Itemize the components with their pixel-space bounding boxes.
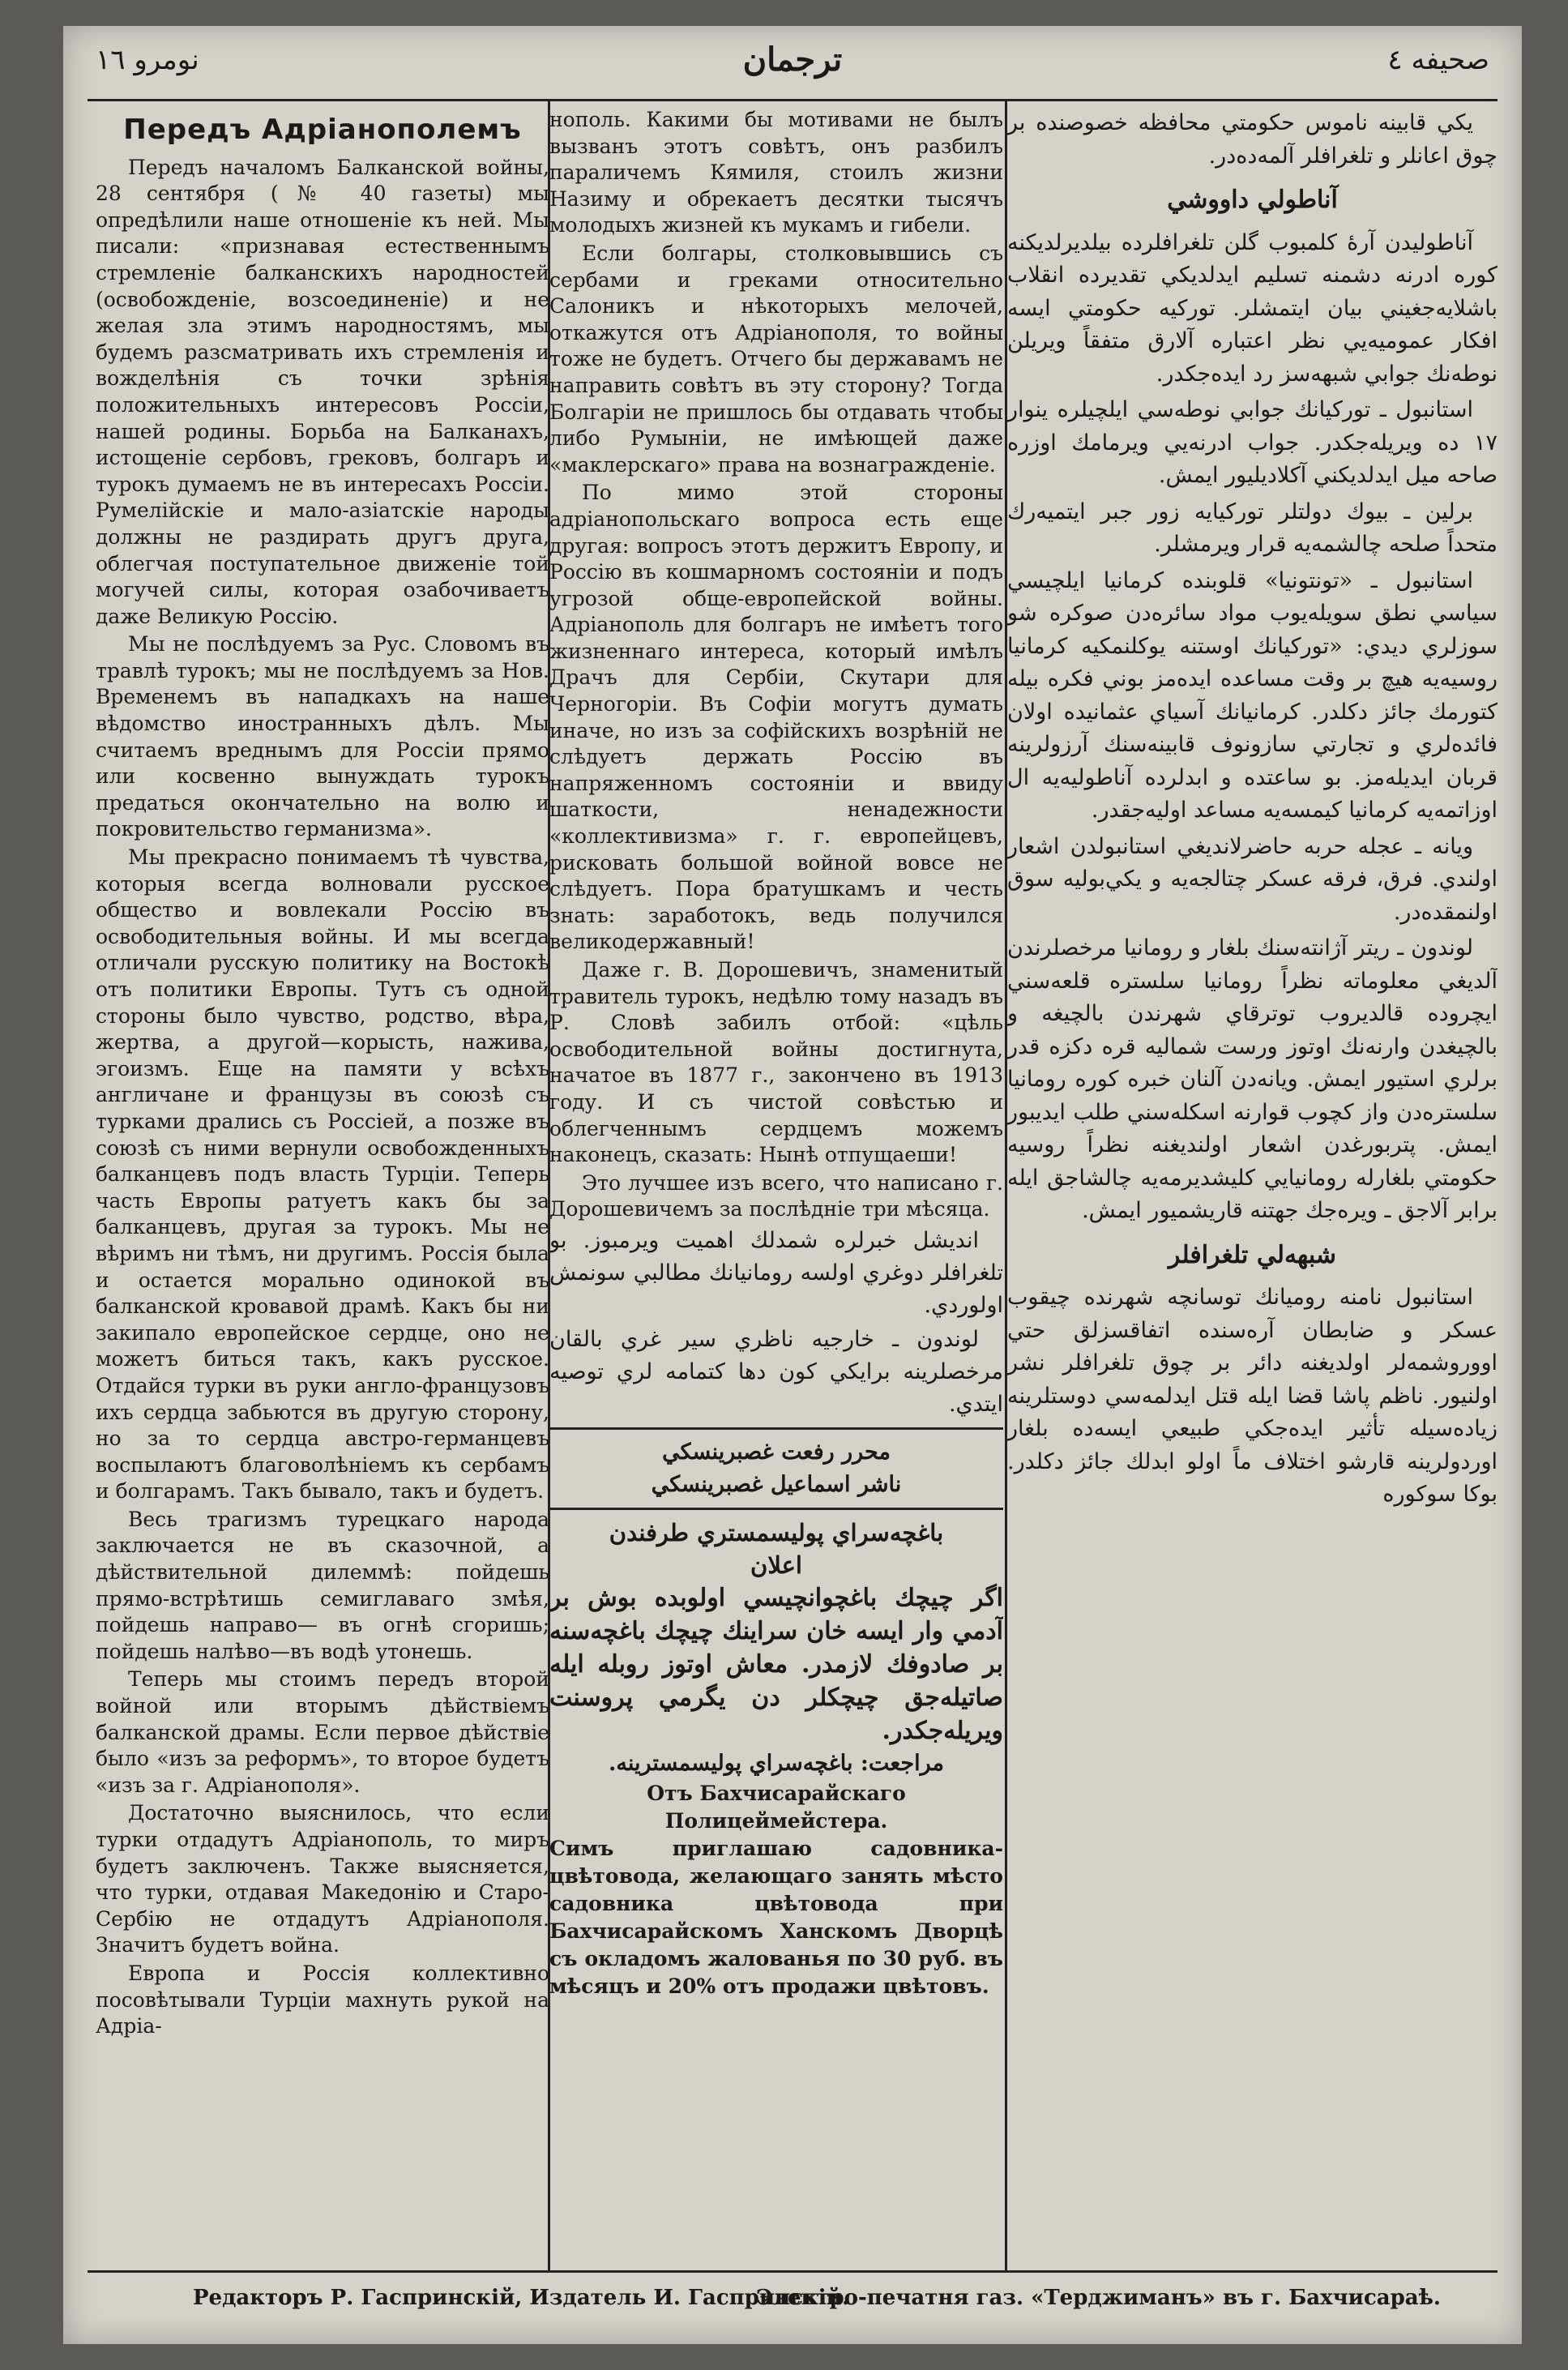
- issue-number: نومرو ١٦: [96, 44, 199, 76]
- divider-rule: [549, 1508, 1003, 1510]
- article-paragraph: Мы прекрасно понимаемъ тѣ чувства, которыя всегда волновали русское общество и вовлекали Россію въ освободительныя войны. И мы всегда отличали русскую политику на Востокѣ отъ политики Европы. Тутъ съ одной стороны было чувство, родство, вѣра, жертва, а другой—корысть, нажива, эгоизмъ. Еще на памяти у всѣхъ англичане и французы въ союзѣ съ турками дрались съ Россіей, а позже въ союзѣ съ ними вернули освобожденныхъ балканцевъ подъ власть Турціи. Теперь часть Европы ратуетъ какъ бы за балканцевъ, другая за турокъ. Мы не вѣримъ ни тѣмъ, ни другимъ. Россія была и остается морально одинокой въ балканской кровавой драмѣ. Какъ бы ни закипало европейское сердце, оно не можетъ биться такъ, какъ русское. Отдайся турки въ руки англо-французовъ ихъ сердца забьются въ другую сторону, но за то сердца австро-германцевъ воспылаютъ благоволѣніемъ къ сербамъ и болгарамъ. Такъ бывало, такъ и будетъ.: [96, 845, 549, 1504]
- publisher-line: ناشر اسماعيل غصبرينسكي: [651, 1471, 902, 1497]
- news-paragraph: لوندون ـ ريتر آژانته‌سنك بلغار و رومانيا مرخصلرندن آلديغي معلوماته نظراً رومانيا سلستره قلعه‌سني ايچروده قالديروب توترقاي شهرندن بالچيغه و بالچيغدن وارنه‌نك اوتوز ورست شماليه قره دكزه قدر برلري استيور ايمش. ويانه‌دن آلنان خبره كوره رومانيا سلستره‌دن واز كچوب قوارنه اسكله‌سني طلب ايديبور ايمش. پتربورغدن اشعار اولنديغنه نظراً روسيه حكومتي بلغارله رومانيايي كليشديرمه‌يه چالشاجق ايله برابر آلاجق ـ ويره‌جك جهتنه قاريشميور ايمش.: [1007, 935, 1498, 1223]
- section-title-anatolia: آناطولي داووشي: [1167, 186, 1338, 214]
- article-paragraph: Даже г. В. Дорошевичъ, знаменитый травитель турокъ, недѣлю тому назадъ въ Р. Словѣ забилъ отбой: «цѣль освободительной войны достигнута, начатое въ 1877 г., закончено въ 1913 году. И съ чистой совѣстью и облегченнымъ сердцемъ можемъ наконецъ, сказать: Нынѣ отпущаеши!: [549, 958, 1003, 1167]
- arabic-paragraph: لوندون ـ خارجيه ناظري سير غري بالقان مرخصلرينه برايكي كون دها كتمامه لري توصيه ايتدي.: [549, 1326, 1003, 1417]
- article-paragraph: Передъ началомъ Балканской войны, 28 сентября (№ 40 газеты) мы опредѣлили наше отношеніе къ ней. Мы писали: «признавая естественнымъ стремленіе балканскихъ народностей (освобожденіе, возсоединеніе) и не желая зла этимъ народностямъ, мы будемъ разсматривать ихъ стремленія и вожделѣнія съ точки зрѣнія положительныхъ интересовъ Россіи, нашей родины. Борьба на Балканахъ, истощеніе сербовъ, грековъ, болгаръ и турокъ думаемъ не въ интересахъ Россіи. Румелійскіе и мало-азіатскіе народы должны не раздирать другъ друга, облегчая поступательное движеніе той могучей силы, которая озабочиваетъ даже Великую Россію.: [96, 155, 549, 628]
- section-title-telegrams: شبهه‌لي تلغرافلر: [1168, 1240, 1337, 1269]
- article-paragraph: По мимо этой стороны адріанопольскаго вопроса есть еще другая: вопросъ этотъ держитъ Европу, и Россію въ кошмарномъ состояніи и подъ угрозой обще-европейской войны. Адріанополь для болгаръ не имѣетъ того жизненнаго интереса, который имѣлъ Драчъ для Сербіи, Скутари для Черногоріи. Въ Софіи могутъ думать иначе, но изъ за софійскихъ возрѣній не слѣдуетъ держать Россію въ напряженномъ состояніи и ввиду шаткости, ненадежности «коллективизма» г. г. европейцевъ, рисковать большой войной вовсе не слѣдуетъ. Пора братушкамъ и честь знать: заработокъ, ведь получился великодержавный!: [549, 481, 1003, 954]
- ad-heading: باغچه‌سراي پوليسمستري طرفندن: [609, 1518, 944, 1546]
- article-paragraph: Это лучшее изъ всего, что написано г. Дорошевичемъ за послѣдніе три мѣсяца.: [549, 1170, 1003, 1221]
- news-paragraph: استانبول ـ توركيانك جوابي نوطه‌سي ايلچيلره ينوار ١٧ ده ويريله‌جكدر. جواب ادرنه‌يي ويرمامك اوزره صاحه ميل ايدلديكني آكلاديليور ايمش.: [1007, 397, 1498, 488]
- news-paragraph: ويانه ـ عجله حربه حاضرلانديغي استانبولدن اشعار اولندي. فرق، فرقه عسكر چتالجه‌يه و يكي‌بوليه سوق اولنمقده‌در.: [1007, 833, 1498, 925]
- top-rule: [88, 99, 1498, 101]
- arabic-paragraph: انديشل خبرلره شمدلك اهميت ويرمبوز. بو تلغرافلر دوغري اولسه رومانيانك مطالبي سونمش اولوردي.: [549, 1227, 1003, 1318]
- article-paragraph: Достаточно выяснилось, что если турки отдадутъ Адріанополь, то миръ будетъ заключенъ. Также выясняется, что турки, отдавая Македонію и Старо-Сербію не отдадутъ Адріанополя. Значитъ будетъ война.: [96, 1801, 549, 1957]
- column-right: [1007, 107, 1498, 2263]
- page-label: صحيفه ٤: [1387, 44, 1489, 76]
- column-left: [96, 107, 549, 2263]
- article-paragraph: Мы не послѣдуемъ за Рус. Словомъ въ травлѣ турокъ; мы не послѣдуемъ за Нов. Временемъ въ нападкахъ на наше вѣдомство иностранныхъ дѣлъ. Мы считаемъ вреднымъ для Россіи прямо или косвенно вынуждать турокъ предаться окончательно на волю и покровительство германизма».: [96, 632, 549, 841]
- newspaper-page: [63, 26, 1522, 2344]
- footer-editor: Редакторъ Р. Гаспринскій, Издатель И. Гаспринскій.: [193, 2286, 850, 2310]
- arabic-news-block: [549, 1225, 1003, 1421]
- divider-rule: [549, 1427, 1003, 1430]
- masthead: [63, 26, 1522, 99]
- news-paragraph: استانبول نامنه روميانك توسانچه شهرنده چيقوب عسكر و ضابطان آره‌سنده اتفاقسزلق حتي اووروشمه‌لر اولديغنه دائر بر چوق تلغرافلر نشر اولنيور. ناظم پاشا قضا ايله قتل ايدلمه‌سي دوستلرينه زياده‌سيله تأثير ايده‌جكي طبيعي ايسه‌ده بلغار اوردولرينه قارشو اختلاف ماً اولو ابدلك جائز دكلدر. بوكا سوكوره: [1007, 1285, 1498, 1507]
- article-paragraph: нополь. Какими бы мотивами не былъ вызванъ этотъ совѣтъ, онъ разбилъ параличемъ Кямиля, стоилъ жизни Назиму и обрекаетъ десятки тысячъ молодыхъ жизней къ мукамъ и гибели.: [549, 108, 1003, 237]
- newspaper-title: ترجمان: [742, 41, 843, 79]
- editor-line: محرر رفعت غصبرينسكي: [662, 1439, 891, 1465]
- article-headline: Передъ Адріанополемъ: [123, 113, 522, 146]
- column-middle: [549, 107, 1003, 2263]
- article-paragraph: Если болгары, столковывшись съ сербами и греками относительно Салоникъ и нѣкоторыхъ мелочей, откажутся отъ Адріанополя, то войны тоже не будетъ. Отчего бы державамъ не направить совѣтъ въ эту сторону? Тогда Болгаріи не пришлось бы отдавать чтобы либо Румыніи, не имѣющей даже «маклерскаго» права на вознагражденіе.: [549, 241, 1003, 477]
- news-paragraph: آناطوليدن آرهٔ كلمبوب گلن تلغرافلرده بيلديرلديكنه كوره ادرنه دشمنه تسليم ايدلديكي تقديرده انقلاب باشلايه‌جغيني بيان ايتمشلر. توركيه حكومتي ايسه افكار عموميه‌يي نظر اعتباره آلارق متفقاً ويريلن نوطه‌نك جوابي شبهه‌سز رد ايده‌جكدر.: [1007, 229, 1498, 387]
- article-paragraph: Весь трагизмъ турецкаго народа заключается не въ сказочной, а дѣйствительной дилеммѣ: пойдешь прямо-встрѣтишь семиглаваго змѣя, пойдешь направо— въ огнѣ сгоришь; пойдешь налѣво—въ водѣ утонешь.: [96, 1507, 549, 1663]
- bottom-rule: [88, 2270, 1498, 2273]
- ad-contact: مراجعت: باغچه‌سراي پوليسمسترينه.: [609, 1750, 944, 1776]
- ad-arabic-text: اگر چيچك باغچوانچيسي اولوبده بوش بر آدمي وار ايسه خان سراينك چيچك باغچه‌سنه بر صادوفك لازمدر. معاش اوتوز روبله ايله صاتيله‌جق چيچكلر دن يگرمي پروسنت ويريله‌جكدر.: [549, 1583, 1003, 1745]
- intro-paragraph: يكي قابينه ناموس حكومتي محافظه خصوصنده بر چوق اعانلر و تلغرافلر آلمه‌ده‌در.: [1007, 110, 1498, 169]
- footer: [96, 2279, 1489, 2320]
- ad-subheading: اعلان: [750, 1551, 802, 1579]
- news-paragraph: استانبول ـ «تونتونيا» قلوبنده كرمانيا ايلچيسي سياسي نطق سويله‌يوب مواد سائره‌دن صوكره شو سوزلري ديدي: «توركيانك اوستنه يوكلنمكيه كرمانيا روسيه‌يه هيچ بر وقت مساعده ايده‌مز بوني فكره بيله كتورمك جائز دكلدر. كرمانيانك آسياي عثمانيده اولان فائده‌لري و تجارتي سازونوف قابينه‌سنك آرزولرينه قربان ايديله‌مز. بو ساعتده و ابدلرده آناطوليه‌يه ال اوزاتمه‌يه كرمانيا كيمسه‌يه مساعد اوليه‌جقدر.: [1007, 567, 1498, 823]
- ad-russian-text: Симъ приглашаю садовника-цвѣтовода, желающаго занять мѣсто садовника цвѣтовода при Бахчисарайскомъ Ханскомъ Дворцѣ съ окладомъ жалованья по 30 руб. въ мѣсяцъ и 20% отъ продажи цвѣтовъ.: [549, 1836, 1003, 1998]
- news-paragraph: برلين ـ بيوك دولتلر توركيايه زور جبر ايتميه‌رك متحداً صلحه چالشمه‌يه قرار ويرمشلر.: [1007, 498, 1498, 557]
- article-paragraph: Европа и Россія коллективно посовѣтывали Турціи махнуть рукой на Адріа-: [96, 1961, 549, 2038]
- ad-russian-title: Отъ Бахчисарайскаго Полицеймейстера.: [647, 1781, 906, 1833]
- article-paragraph: Теперь мы стоимъ передъ второй войной или вторымъ дѣйствіемъ балканской драмы. Если первое дѣйствіе было «изъ за реформъ», то второе будетъ «изъ за г. Адріанополя».: [96, 1667, 549, 1797]
- footer-printer: Электро-печатня газ. «Терджиманъ» въ г. Бахчисараѣ.: [756, 2286, 1441, 2310]
